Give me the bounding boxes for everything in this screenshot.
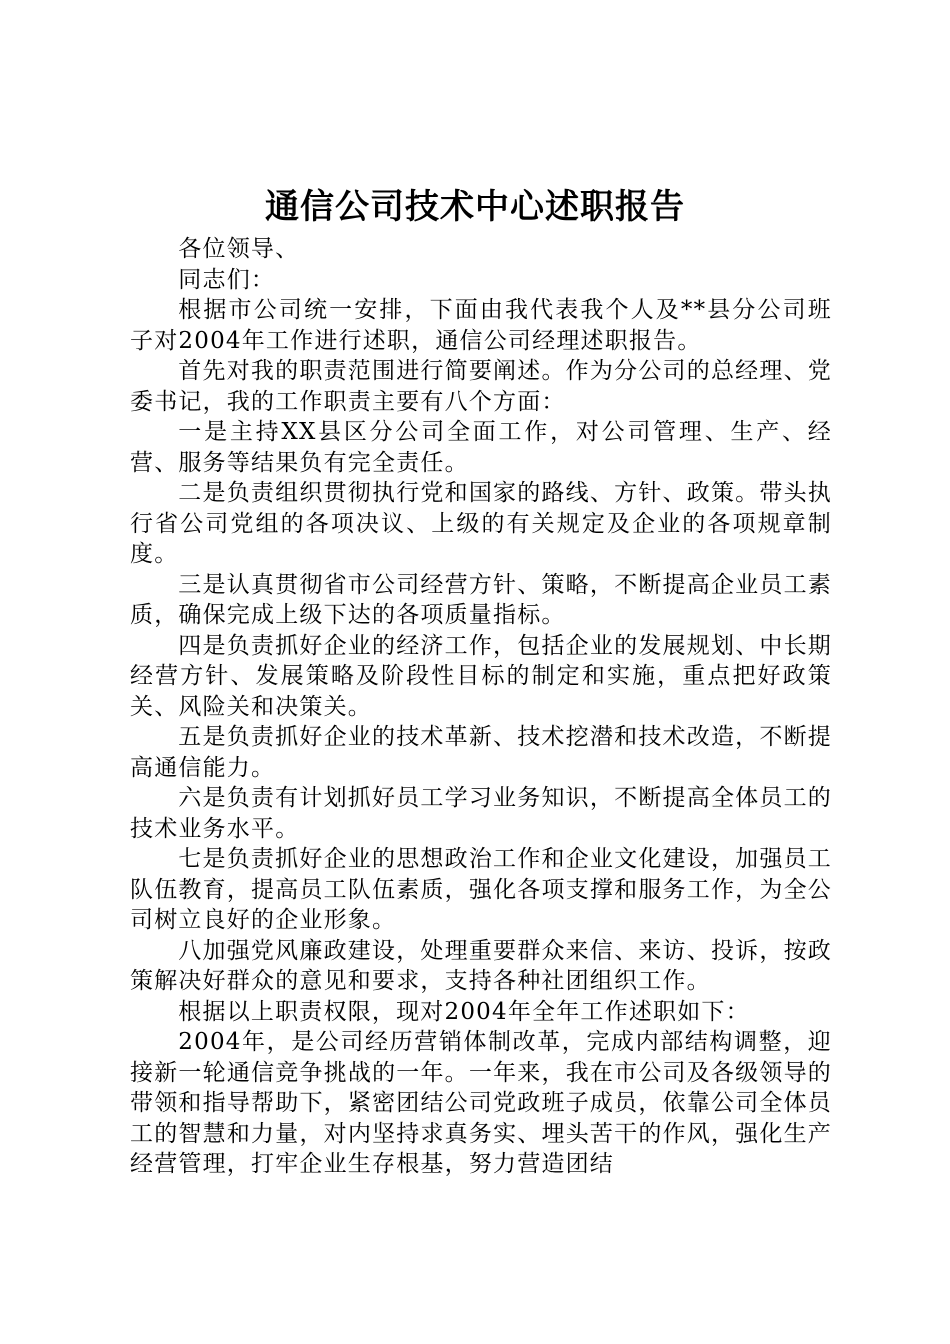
paragraph: 八加强党风廉政建设，处理重要群众来信、来访、投诉，按政策解决好群众的意见和要求，支持各种社团组织工作。: [130, 937, 832, 994]
paragraph: 根据以上职责权限，现对2004年全年工作述职如下：: [178, 998, 750, 1025]
paragraph: 五是负责抓好企业的技术革新、技术挖潜和技术改造，不断提高通信能力。: [130, 724, 832, 781]
document-title: 通信公司技术中心述职报告: [265, 187, 685, 227]
paragraph: 一是主持XX县区分公司全面工作，对公司管理、生产、经营、服务等结果负有完全责任。: [130, 419, 832, 476]
paragraph: 首先对我的职责范围进行简要阐述。作为分公司的总经理、党委书记，我的工作职责主要有八个方面：: [130, 358, 832, 415]
paragraph: 同志们：: [178, 266, 276, 293]
paragraph: 2004年，是公司经历营销体制改革，完成内部结构调整，迎接新一轮通信竞争挑战的一年。一年来，我在市公司及各级领导的带领和指导帮助下，紧密团结公司党政班子成员，依靠公司全体员工的智慧和力量，对内坚持求真务实、埋头苦干的作风，强化生产经营管理，打牢企业生存根基，努力营造团结: [130, 1029, 832, 1177]
paragraph: 七是负责抓好企业的思想政治工作和企业文化建设，加强员工队伍教育，提高员工队伍素质，强化各项支撑和服务工作，为全公司树立良好的企业形象。: [130, 846, 832, 933]
paragraph: 四是负责抓好企业的经济工作，包括企业的发展规划、中长期经营方针、发展策略及阶段性目标的制定和实施，重点把好政策关、风险关和决策关。: [130, 632, 832, 720]
paragraph: 二是负责组织贯彻执行党和国家的路线、方针、政策。带头执行省公司党组的各项决议、上级的有关规定及企业的各项规章制度。: [130, 480, 832, 567]
document-body: [130, 234, 832, 1180]
paragraph: 各位领导、: [178, 236, 300, 262]
paragraph: 三是认真贯彻省市公司经营方针、策略，不断提高企业员工素质，确保完成上级下达的各项质量指标。: [130, 571, 832, 628]
paragraph: 根据市公司统一安排，下面由我代表我个人及**县分公司班子对2004年工作进行述职，通信公司经理述职报告。: [130, 297, 832, 354]
paragraph: 六是负责有计划抓好员工学习业务知识，不断提高全体员工的技术业务水平。: [130, 785, 832, 842]
